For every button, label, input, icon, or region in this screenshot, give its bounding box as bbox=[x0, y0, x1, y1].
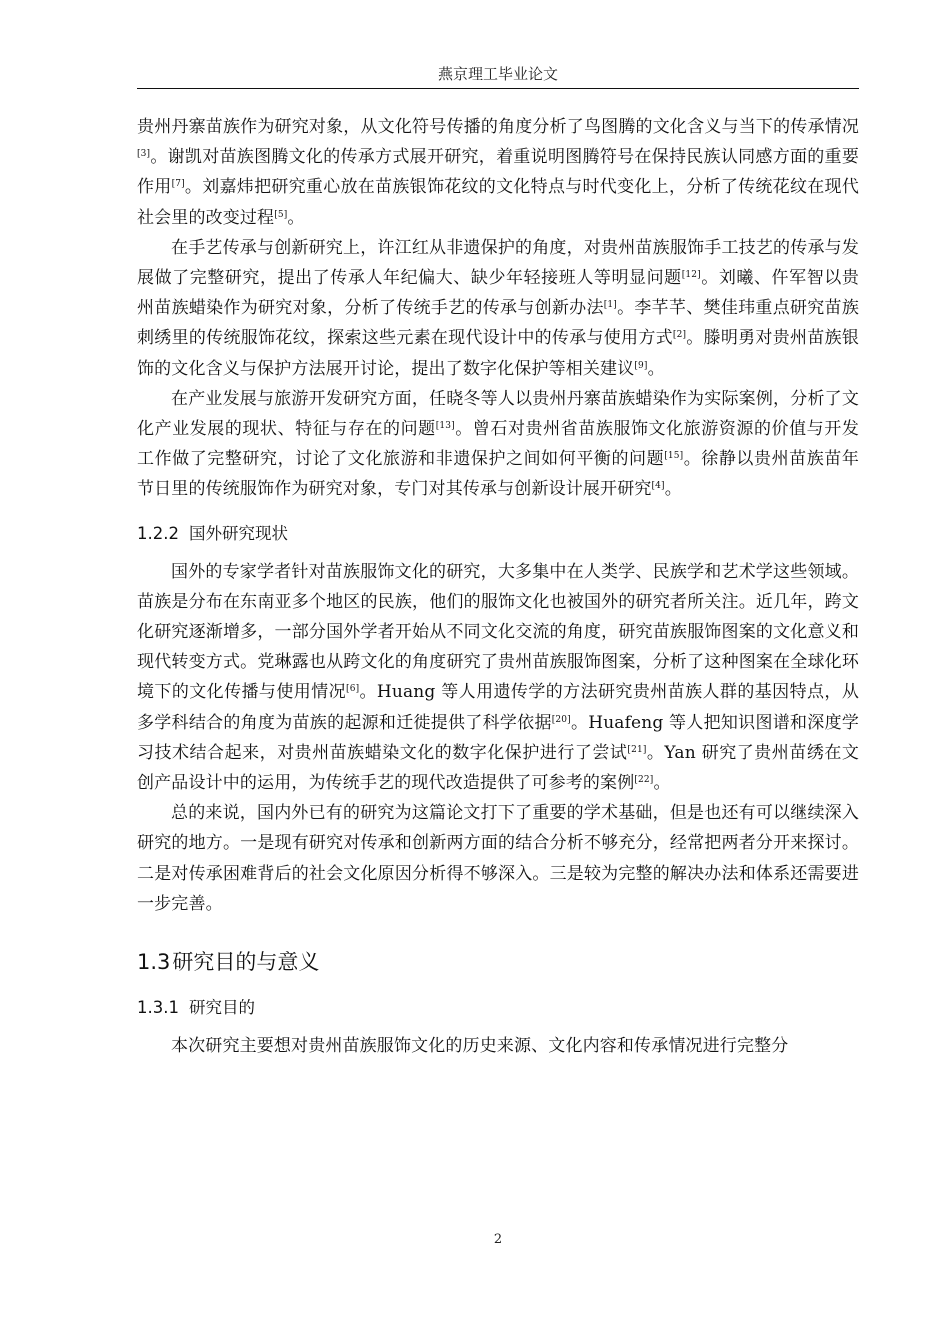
section-title: 研究目的 bbox=[188, 998, 255, 1018]
citation-reference: [6] bbox=[346, 684, 360, 695]
citation-reference: [5] bbox=[274, 209, 288, 220]
paragraph-text: 。Yan 研究了贵州苗绣在文创产品设计中的运用，为传统手艺的现代改造提供了可参考的案例 bbox=[137, 742, 860, 794]
paragraph-text: 。曾石对贵州省苗族服饰文化旅游资源的价值与开发工作做了完整研究，讨论了文化旅游和非遗保护之间如何平衡的问题 bbox=[137, 419, 859, 470]
paragraph bbox=[137, 798, 859, 919]
section-heading bbox=[137, 993, 859, 1023]
section-number: 1.2.2 bbox=[137, 523, 179, 543]
page-number: 2 bbox=[493, 1232, 503, 1247]
paragraph-text: 贵州丹寨苗族作为研究对象，从文化符号传播的角度分析了鸟图腾的文化含义与当下的传承情况 bbox=[137, 117, 859, 137]
paragraph bbox=[137, 384, 859, 505]
paragraph-text: 。滕明勇对贵州苗族银饰的文化含义与保护方法展开讨论，提出了数字化保护等相关建议 bbox=[137, 328, 860, 379]
running-header: 燕京理工毕业论文 bbox=[437, 65, 558, 83]
paragraph bbox=[137, 112, 859, 233]
paragraph-text: 。Huang 等人用遗传学的方法研究贵州苗族人群的基因特点，从多学科结合的角度为苗族的起源和迁徙提供了科学依据 bbox=[137, 682, 859, 733]
header-rule bbox=[137, 88, 859, 89]
paragraph-text: 。 bbox=[664, 479, 682, 500]
citation-reference: [3] bbox=[137, 149, 151, 160]
citation-reference: [2] bbox=[672, 330, 687, 341]
paragraph-text: 在产业发展与旅游开发研究方面，任晓冬等人以贵州丹寨苗族蜡染作为实际案例，分析了文化产业发展的现状、特征与存在的问题 bbox=[137, 388, 859, 440]
paragraph-text: 总的来说，国内外已有的研究为这篇论文打下了重要的学术基础，但是也还有可以继续深入研究的地方。一是现有研究对传承和创新两方面的结合分析不够充分，经常把两者分开来探讨。二是对传承困难背后的社会文化原因分析得不够深入。三是较为完整的解决办法和体系还需要进一步完善。 bbox=[137, 803, 859, 914]
citation-reference: [4] bbox=[651, 481, 665, 492]
paragraph-text: 国外的专家学者针对苗族服饰文化的研究，大多集中在人类学、民族学和艺术学这些领域。苗族是分布在东南亚多个地区的民族，他们的服饰文化也被国外的研究者所关注。近几年，跨文化研究逐渐增多，一部分国外学者开始从不同文化交流的角度，研究苗族服饰图案的文化意义和现代转变方式。党琳露也从跨文化的角度研究了贵州苗族服饰图案，分析了这种图案在全球化环境下的文化传播与使用情况 bbox=[137, 561, 859, 703]
paragraph-text: 。 bbox=[647, 358, 665, 379]
paragraph bbox=[137, 1031, 859, 1061]
page-body bbox=[137, 112, 859, 1061]
paragraph-text: 。徐静以贵州苗族苗年节日里的传统服饰作为研究对象，专门对其传承与创新设计展开研究 bbox=[137, 449, 860, 500]
chapter-section-heading bbox=[137, 945, 859, 979]
citation-reference: [22] bbox=[634, 775, 654, 786]
paragraph bbox=[137, 557, 859, 799]
section-number: 1.3 bbox=[137, 950, 171, 975]
citation-reference: [1] bbox=[603, 300, 617, 311]
paragraph-text: 。Huafeng 等人把知识图谱和深度学习技术结合起来，对贵州苗族蜡染文化的数字化保护进行了尝试 bbox=[137, 712, 859, 763]
citation-reference: [7] bbox=[171, 179, 185, 190]
citation-reference: [15] bbox=[664, 451, 684, 462]
section-title: 国外研究现状 bbox=[188, 523, 288, 543]
citation-reference: [20] bbox=[551, 714, 571, 725]
citation-reference: [21] bbox=[627, 744, 647, 755]
paragraph-text: 在手艺传承与创新研究上，许江红从非遗保护的角度，对贵州苗族服饰手工技艺的传承与发展做了完整研究，提出了传承人年纪偏大、缺少年轻接班人等明显问题 bbox=[137, 237, 859, 289]
section-title: 研究目的与意义 bbox=[172, 950, 320, 975]
paragraph-text: 。 bbox=[287, 207, 305, 228]
paragraph-text: 。刘曦、仵军智以贵州苗族蜡染作为研究对象，分析了传统手艺的传承与创新办法 bbox=[137, 268, 859, 319]
citation-reference: [12] bbox=[681, 270, 701, 281]
paragraph-text: 。刘嘉炜把研究重心放在苗族银饰花纹的文化特点与时代变化上，分析了传统花纹在现代社会里的改变过程 bbox=[137, 177, 859, 228]
citation-reference: [9] bbox=[634, 360, 648, 371]
paragraph-text: 。李芊芊、樊佳玮重点研究苗族刺绣里的传统服饰花纹，探索这些元素在现代设计中的传承与使用方式 bbox=[137, 298, 859, 349]
section-heading bbox=[137, 519, 859, 549]
section-number: 1.3.1 bbox=[137, 998, 179, 1018]
paragraph-text: 本次研究主要想对贵州苗族服饰文化的历史来源、文化内容和传承情况进行完整分 bbox=[171, 1036, 789, 1057]
paragraph-text: 。 bbox=[653, 773, 671, 794]
paragraph-text: 。谢凯对苗族图腾文化的传承方式展开研究，着重说明图腾符号在保持民族认同感方面的重要作用 bbox=[137, 147, 859, 198]
paragraph bbox=[137, 233, 859, 384]
citation-reference: [13] bbox=[435, 421, 455, 432]
